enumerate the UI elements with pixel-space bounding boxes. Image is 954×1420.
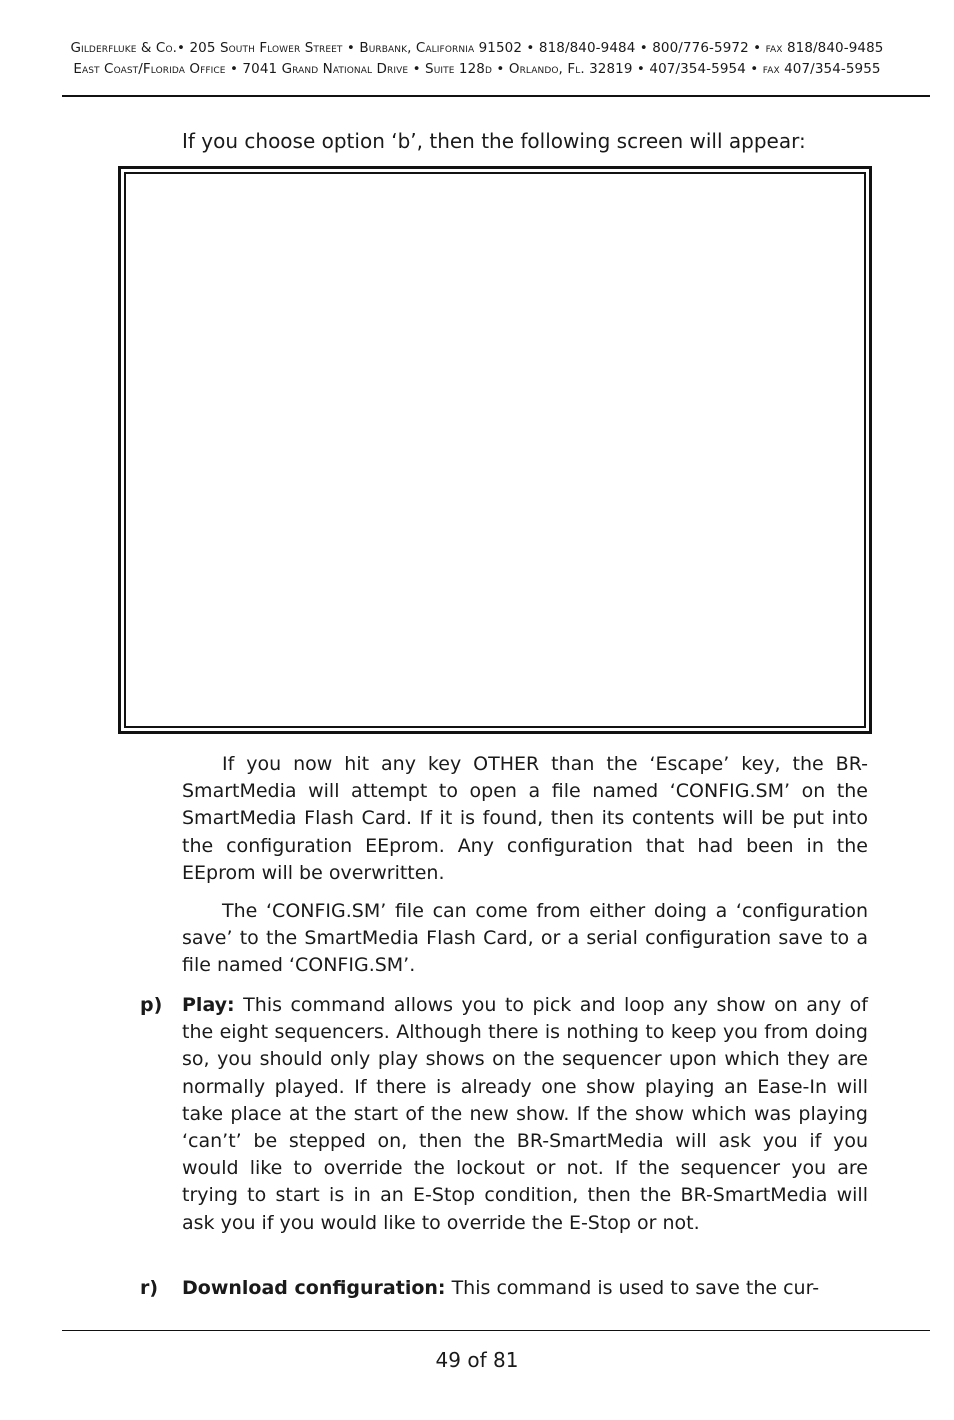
item-description bbox=[182, 992, 868, 1237]
item-term: Play: bbox=[182, 994, 235, 1016]
header-address-line-2: East Coast/Florida Office • 7041 Grand National Drive • Suite 128d • Orlando, Fl. 32819 • 407/354-5954 • fax 407/354-5955 bbox=[73, 61, 881, 77]
paragraph-config-load bbox=[182, 751, 868, 887]
screen-capture-area bbox=[124, 172, 866, 728]
header-address-line-1: Gilderfluke & Co.• 205 South Flower Street • Burbank, California 91502 • 818/840-9484 • 800/776-5972 • fax 818/840-9485 bbox=[70, 40, 884, 56]
paragraph-text: The ‘CONFIG.SM’ file can come from either doing a ‘configuration save’ to the SmartMedia Flash Card, or a serial configuration save to a file named ‘CONFIG.SM’. bbox=[182, 900, 868, 977]
paragraph-config-source bbox=[182, 898, 868, 980]
screen-capture-frame bbox=[118, 166, 872, 734]
item-text: This command is used to save the cur- bbox=[451, 1277, 820, 1299]
page-number: 49 of 81 bbox=[435, 1348, 519, 1372]
paragraph-text: If you now hit any key OTHER than the ‘Escape’ key, the BR-SmartMedia will attempt to open a file named ‘CONFIG.SM’ on the SmartMedia Flash Card. If it is found, then its contents will be put into the configuration EEprom. Any configuration that had been in the EEprom will be overwritten. bbox=[182, 753, 868, 884]
page-header bbox=[0, 38, 954, 80]
header-rule bbox=[62, 95, 930, 97]
footer-rule bbox=[62, 1330, 930, 1331]
item-text: This command allows you to pick and loop any show on any of the eight sequencers. Although there is nothing to keep you from doing so, you should only play shows on the sequencer upon which they are normally played. If there is already one show playing an Ease-In will take place at the start of the new show. If the show which was playing ‘can’t’ be stepped on, then the BR-SmartMedia will ask you if you would like to override the lockout or not. If the sequencer you are trying to start is in an E-Stop condition, then the BR-SmartMedia will ask you if you would like to override the E-Stop or not. bbox=[182, 994, 868, 1234]
item-term: Download configuration: bbox=[182, 1277, 446, 1299]
item-letter: r) bbox=[140, 1277, 159, 1299]
intro-sentence: If you choose option ‘b’, then the following screen will appear: bbox=[182, 129, 806, 153]
item-letter: p) bbox=[140, 994, 163, 1016]
item-description bbox=[182, 1275, 868, 1302]
list-item-download-configuration bbox=[140, 1275, 868, 1302]
list-item-play bbox=[140, 992, 868, 1237]
